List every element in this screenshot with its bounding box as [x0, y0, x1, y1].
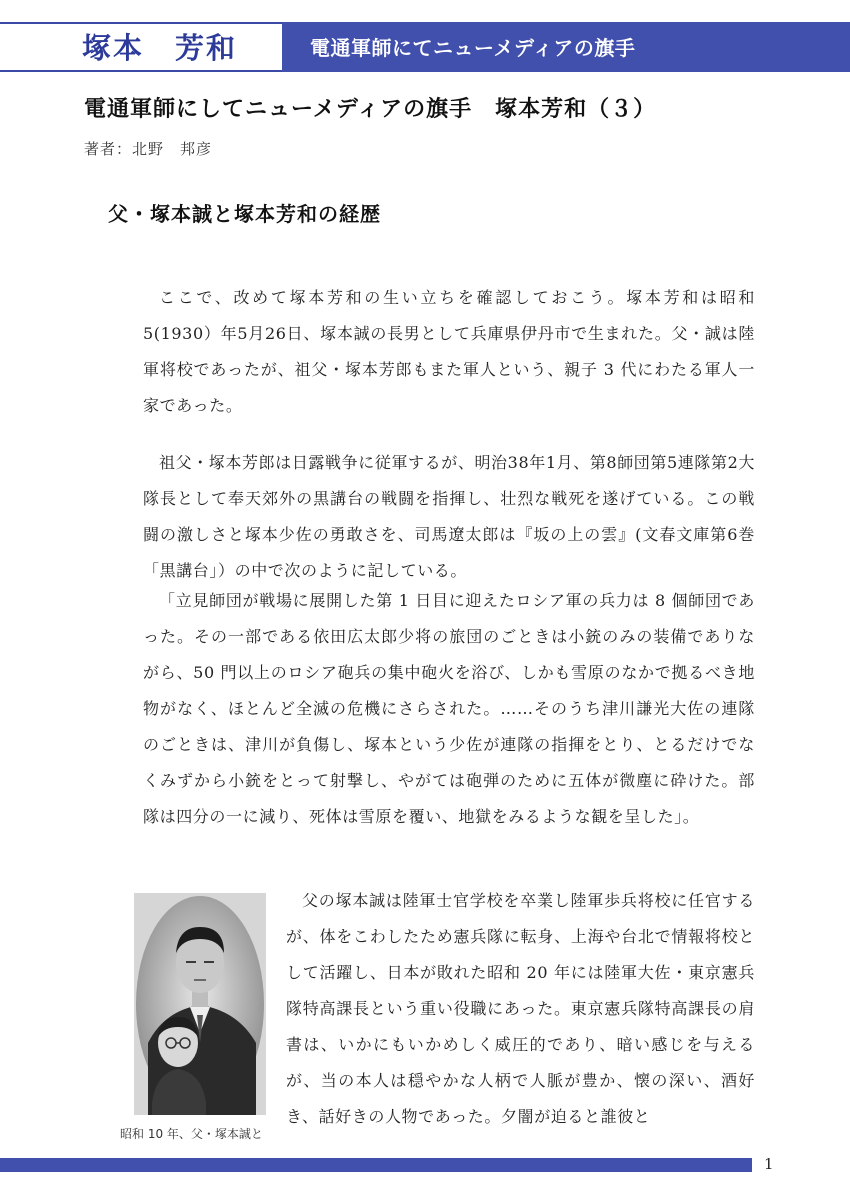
paragraph-3-quote: 「立見師団が戦場に展開した第 1 日目に迎えたロシア軍の兵力は 8 個師団であった。その一部である依田広太郎少将の旅団のごときは小銃のみの装備でありながら、50 門以上のロシア砲兵の集中砲火を浴び、しかも雪原のなかで拠るべき地物がなく、ほとんど全滅の危機にさらされた。……そのうち津川謙光大佐の連隊のごときは、津川が負傷し、塚本という少佐が連隊の指揮をとり、とるだけでなくみずから小銃をとって射撃し、やがては砲弾のために五体が微塵に砕けた。部隊は四分の一に減り、死体は雪原を覆い、地獄をみるような観を呈した」。	[143, 591, 755, 826]
footer-bar	[0, 1158, 752, 1172]
family-photo	[134, 893, 266, 1115]
photo-illustration	[134, 893, 266, 1115]
paragraph-4: 父の塚本誠は陸軍士官学校を卒業し陸軍歩兵将校に任官するが、体をこわしたため憲兵隊に転身、上海や台北で情報将校として活躍し、日本が敗れた昭和 20 年には陸軍大佐・東京憲兵隊特高課長という重い役職にあった。東京憲兵隊特高課長の肩書は、いかにもいかめしく威圧的であり、暗い感じを与えるが、当の本人は穏やかな人柄で人脈が豊か、懐の深い、酒好き、話好きの人物であった。夕闇が迫ると誰彼と	[286, 891, 755, 1126]
page-header	[0, 0, 850, 72]
header-name-box	[0, 22, 282, 72]
article-title: 電通軍師にしてニューメディアの旗手 塚本芳和（３）	[84, 96, 657, 122]
photo-caption: 昭和 10 年、父・塚本誠と	[120, 1127, 263, 1141]
author-line: 著者：北野 邦彦	[84, 140, 213, 158]
header-name: 塚本 芳和	[82, 31, 238, 65]
page-number: 1	[764, 1155, 774, 1173]
paragraph-2: 祖父・塚本芳郎は日露戦争に従軍するが、明治38年1月、第8師団第5連隊第2大隊長として奉天郊外の黒講台の戦闘を指揮し、壮烈な戦死を遂げている。この戦闘の激しさと塚本少佐の勇敢さを、司馬遼太郎は『坂の上の雲』(文春文庫第6巻「黒講台」）の中で次のように記している。	[143, 453, 755, 580]
paragraph-1: ここで、改めて塚本芳和の生い立ちを確認しておこう。塚本芳和は昭和5(1930）年5月26日、塚本誠の長男として兵庫県伊丹市で生まれた。父・誠は陸軍将校であったが、祖父・塚本芳郎もまた軍人という、親子 3 代にわたる軍人一家であった。	[143, 288, 755, 415]
header-subtitle-box	[282, 22, 850, 72]
section-heading: 父・塚本誠と塚本芳和の経歴	[108, 202, 381, 226]
header-subtitle: 電通軍師にてニューメディアの旗手	[310, 36, 636, 60]
